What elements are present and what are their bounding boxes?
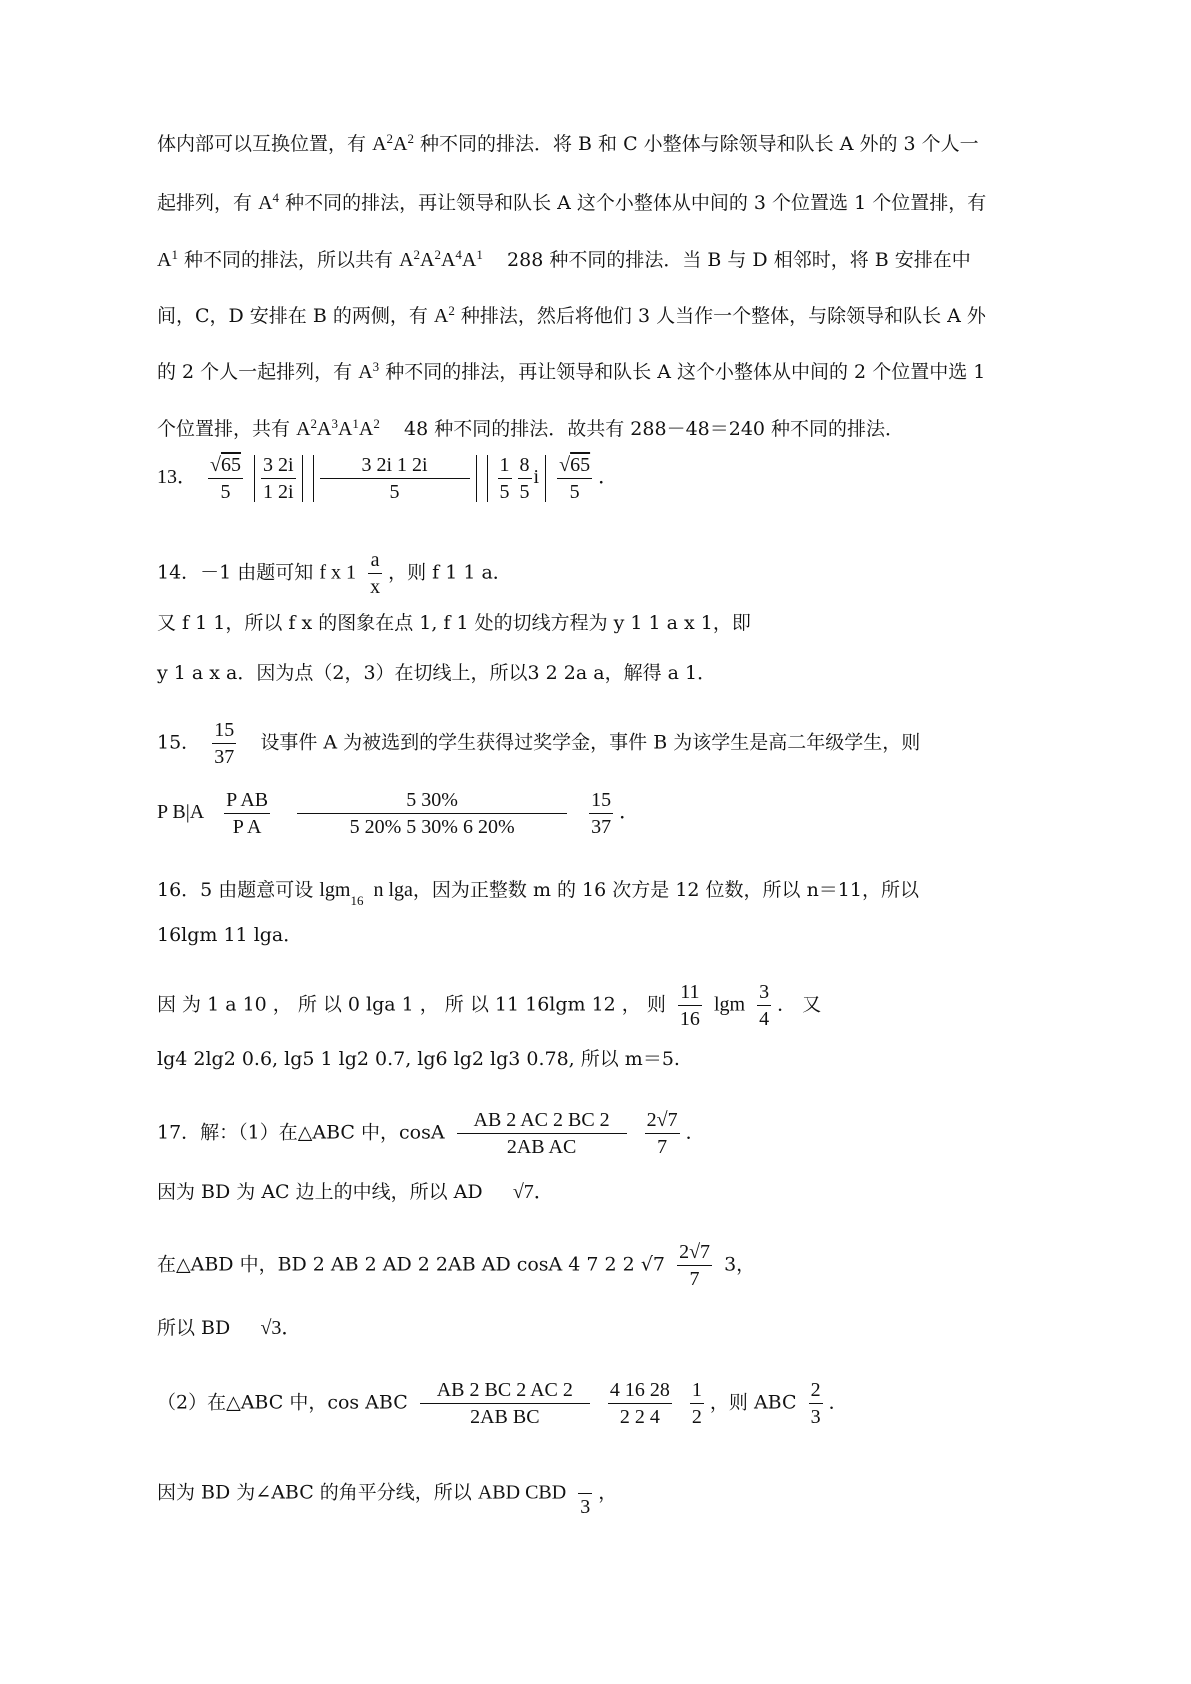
q16-line1 (157, 879, 919, 908)
q14-line3 (157, 664, 716, 683)
math: lgm (713, 993, 746, 1016)
q17-line6: 因为 BD 为∠ABC 的角平分线，所以 ABD CBD 3 ， (157, 1470, 617, 1517)
text: 48 种不同的排法．故共有 288－48＝240 种不同的排法． (404, 418, 905, 440)
fraction: $\frac{15}{37}$ (214, 719, 235, 768)
text: 体内部可以互换位置，有 (157, 133, 367, 155)
fraction: $\frac{1}{2}$ (691, 1379, 702, 1428)
text: 14．－1 由题可知 (157, 561, 314, 584)
q16-line3 (157, 982, 821, 1029)
para12-line6 (157, 416, 905, 440)
fraction: $\frac{√65}{5}$ (559, 454, 591, 503)
math: ABD CBD (477, 1481, 567, 1504)
text: （2）在△ABC 中，cos ABC (157, 1391, 408, 1414)
q13-line: 13． $\frac{√65}{5}$ $\frac{3 2i}{1 2i}$ $\frac{3 2i 1 2i}{5}$ $\frac{1}{5}$ $\frac{8}{5}$ i $\frac{√65}{5}$ ． (157, 454, 619, 503)
perm-symbol: $A^1$ (157, 247, 178, 271)
text: ，则 f 1 1 a． (388, 561, 512, 584)
q16-line4 (157, 1050, 680, 1069)
text: 因为 BD 为∠ABC 的角平分线，所以 (157, 1481, 472, 1504)
q17-line3 (157, 1242, 755, 1289)
text: 种不同的排法．将 B 和 C 小整体与除领导和队长 A 外的 3 个人一 (420, 133, 979, 155)
para12-line3 (157, 247, 971, 271)
perm-symbol: $A^2$ (433, 303, 455, 327)
perm-symbol: $A^4$ (258, 190, 280, 214)
text: ，因为正整数 m 的 16 次方是 12 位数，所以 n＝11，所以 (412, 879, 919, 901)
math: f x 1 (319, 561, 357, 584)
para12-line4 (157, 303, 986, 327)
text: 的 2 个人一起排列，有 (157, 361, 353, 383)
abs-complex: $\frac{1}{5}$ $\frac{8}{5}$ i (487, 455, 547, 502)
text: 3， (724, 1253, 756, 1276)
q14-line1 (157, 550, 512, 597)
math: lgm$_{16}$ n lga (319, 879, 413, 908)
q17-line5: （2）在△ABC 中，cos ABC $\frac{AB 2 BC 2 AC 2}{\text{2AB BC}}$ $\frac{4 16 28}{2 2 4}$ $\frac{1}{2}$ ，则 ABC $\frac{2}{3}$ ． (157, 1379, 848, 1428)
text: 16．5 由题意可设 (157, 879, 314, 901)
para12-line1 (157, 131, 979, 155)
text: 种不同的排法，再让领导和队长 A 这个小整体从中间的 2 个位置中选 1 (385, 361, 986, 383)
text: 种排法，然后将他们 3 人当作一个整体，与除领导和队长 A 外 (460, 305, 986, 327)
perm-symbol: $A^3$ (358, 359, 380, 383)
abs-fraction: $\frac{3 2i 1 2i}{5}$ (313, 455, 477, 502)
q15-line2: P B|A $\frac{\text{P AB}}{\text{P A}}$ $\frac{5 30\%}{5 20\% 5 30\% 6 20\%}$ $\frac{15}{37}$ ． (157, 789, 640, 838)
abs-fraction: $\frac{3 2i}{1 2i}$ (254, 455, 303, 502)
question-number: 15． (157, 731, 201, 754)
text: 起排列，有 (157, 192, 253, 214)
text: 因为 BD 为 AC 边上的中线，所以 AD (157, 1181, 483, 1203)
fraction: $\frac{3}{4}$ (759, 981, 770, 1030)
fraction: $\frac{11}{16}$ (679, 981, 700, 1030)
fraction: $\frac{5 30\%}{5 20\% 5 30\% 6 20\%}$ (297, 790, 567, 837)
fraction: $\frac{a}{x}$ (370, 549, 381, 598)
text: ． 又 (777, 993, 822, 1016)
text: 设事件 A 为被选到的学生获得过奖学金，事件 B 为该学生是高二年级学生，则 (260, 731, 921, 754)
text: 种不同的排法，所以共有 (184, 249, 394, 271)
text: y 1 a x a．因为点（2，3）在切线上，所以3 2 2a a，解得 a 1． (157, 662, 717, 684)
fraction: $\frac{√65}{5}$ (210, 454, 241, 503)
q17-line1: 17．解：（1）在△ABC 中，cosA $\frac{AB 2 AC 2 BC 2}{\text{2AB AC}}$ $\frac{2√7}{7}$ ． (157, 1109, 705, 1158)
text: ，则 ABC (709, 1391, 797, 1414)
text: 17．解：（1）在△ABC 中，cosA (157, 1121, 445, 1144)
question-number: 13． (157, 466, 197, 489)
fraction: $\frac{4 16 28}{2 2 4}$ (609, 1379, 670, 1428)
text: 种不同的排法，再让领导和队长 A 这个小整体从中间的 3 个位置选 1 个位置排，有 (285, 192, 987, 214)
math: √3． (260, 1317, 302, 1339)
text: 间，C，D 安排在 B 的两侧，有 (157, 305, 428, 327)
q17-line2 (157, 1182, 554, 1202)
text: lg4 2lg2 0.6, lg5 1 lg2 0.7, lg6 lg2 lg3 0.78, 所以 m＝5. (157, 1048, 680, 1070)
fraction: $\frac{\text{P AB}}{\text{P A}}$ (226, 789, 269, 838)
text: 16lgm 11 lga． (157, 924, 303, 946)
text: 所以 BD (157, 1317, 231, 1339)
text: 因 为 1 a 10 ， 所 以 0 lga 1 ， 所 以 11 16lgm 12 ， 则 (157, 993, 666, 1016)
fraction: $\frac{2√7}{7}$ (679, 1241, 711, 1290)
q14-line2 (157, 614, 1045, 633)
perm-symbol: $A^2A^2$ (372, 131, 414, 155)
fraction: $\frac{AB 2 BC 2 AC 2}{\text{2AB BC}}$ (420, 1380, 590, 1427)
text: 个位置排，共有 (157, 418, 291, 440)
q17-line4 (157, 1318, 301, 1338)
para12-line5 (157, 359, 986, 383)
fraction: $\frac{2}{3}$ (810, 1379, 821, 1428)
q15-line1 (157, 720, 920, 767)
fraction: 3 (578, 1470, 592, 1517)
text: 288 种不同的排法．当 B 与 D 相邻时，将 B 安排在中 (507, 249, 971, 271)
fraction: $\frac{15}{37}$ (591, 789, 612, 838)
text: 在△ABD 中，BD 2 AB 2 AD 2 2AB AD cosA 4 7 2 2 √7 (157, 1253, 666, 1276)
math: √7． (512, 1181, 554, 1203)
perm-product: $A^2A^2A^4A^1$ (399, 247, 483, 271)
math: P B|A (157, 801, 204, 824)
perm-product: $A^2A^3A^1A^2$ (296, 416, 380, 440)
fraction: $\frac{AB 2 AC 2 BC 2}{\text{2AB AC}}$ (457, 1110, 627, 1157)
q16-line2 (157, 926, 302, 945)
text: 又 f 1 1，所以 f x 的图象在点 1, f 1 处的切线方程为 y 1 1 a x 1，即 (157, 612, 751, 634)
para12-line2 (157, 190, 987, 214)
fraction: $\frac{2√7}{7}$ (646, 1109, 678, 1158)
